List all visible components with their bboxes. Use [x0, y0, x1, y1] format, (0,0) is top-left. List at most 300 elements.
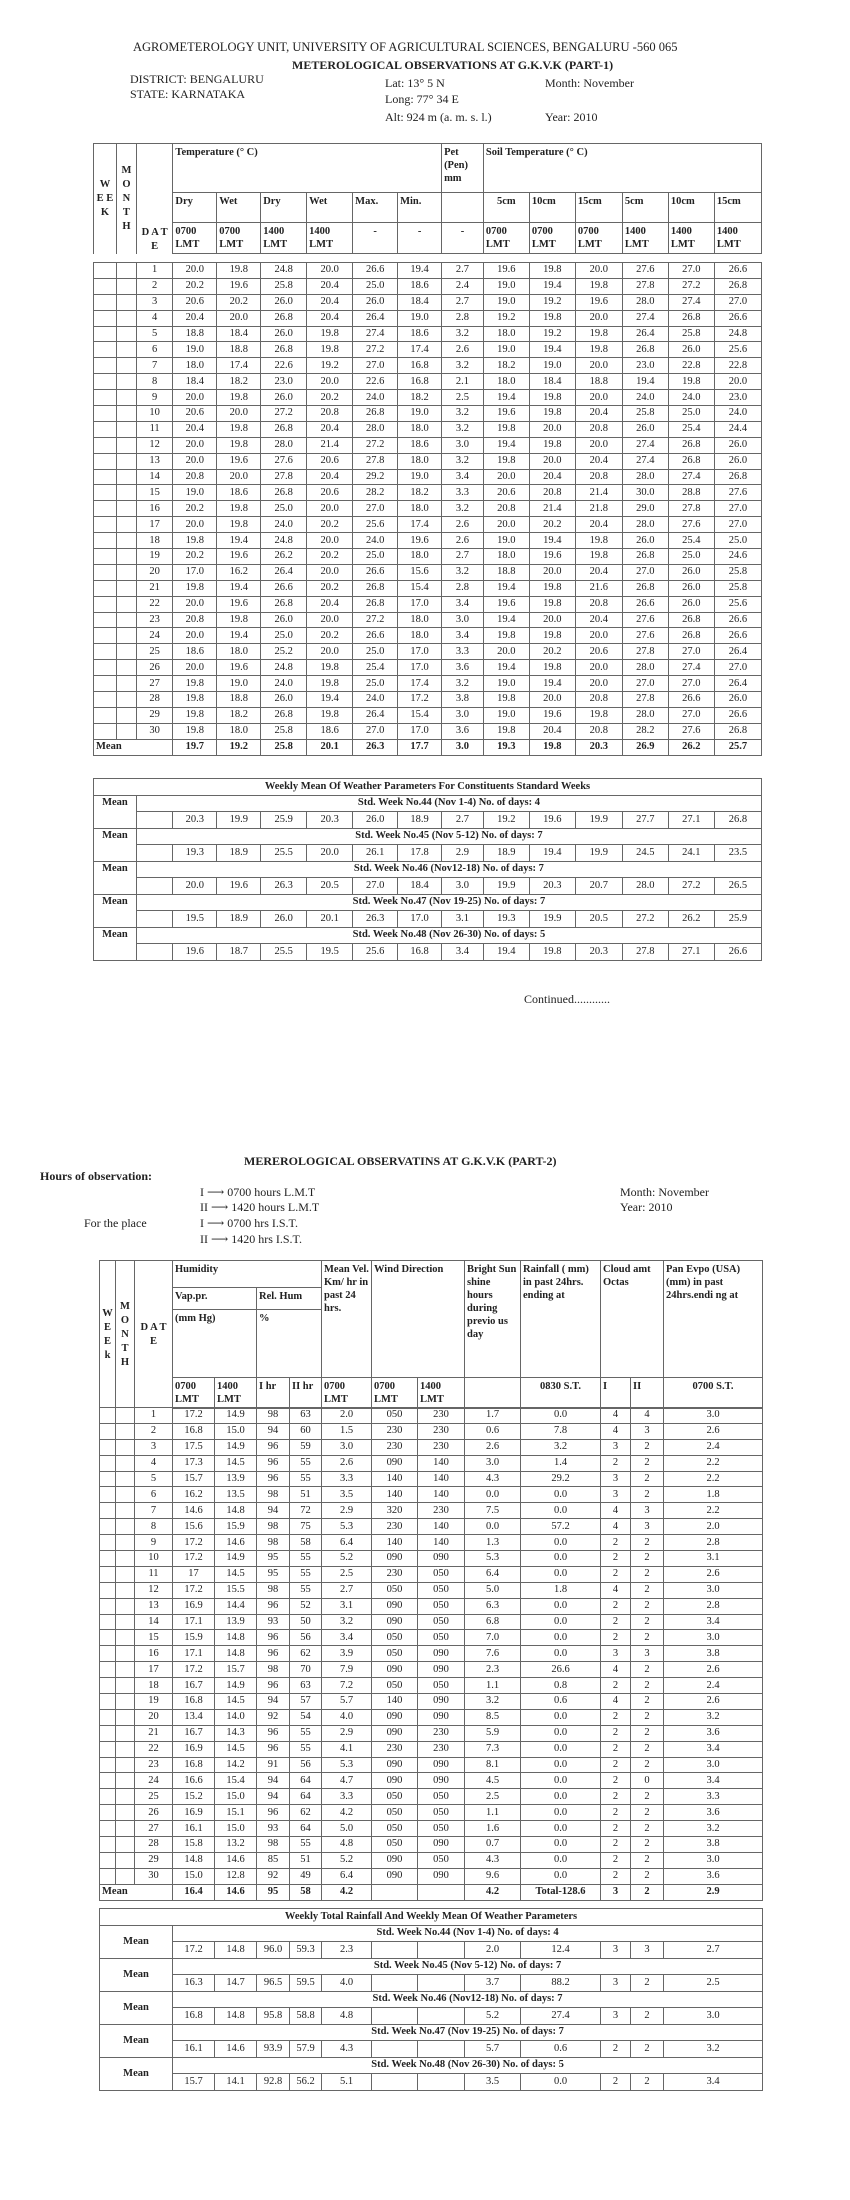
value-cell: 19.8: [307, 342, 353, 358]
part1-data-table: [93, 262, 762, 756]
value-cell: 19.0: [398, 469, 442, 485]
spacer-cell: [136, 878, 173, 895]
value-cell: 050: [418, 1805, 465, 1821]
value-cell: 16.2: [173, 1487, 215, 1503]
value-cell: 26.8: [261, 707, 307, 723]
value-cell: 3.4: [664, 1741, 763, 1757]
dry-0700-header: Dry: [173, 193, 217, 223]
value-cell: 26.6: [714, 263, 761, 279]
week-cell: [100, 1789, 116, 1805]
week-cell: [94, 596, 117, 612]
value-cell: 26.8: [261, 596, 307, 612]
value-cell: 20.0: [173, 660, 217, 676]
week-value: 27.0: [353, 878, 398, 895]
value-cell: 14.0: [215, 1709, 257, 1725]
value-cell: 2.4: [664, 1439, 763, 1455]
mean-value: 19.8: [529, 739, 575, 755]
value-cell: 94: [257, 1789, 290, 1805]
value-cell: 2.8: [442, 580, 484, 596]
value-cell: 2: [631, 1837, 664, 1853]
value-cell: 2.4: [664, 1678, 763, 1694]
value-cell: 27.2: [668, 278, 714, 294]
value-cell: 4: [601, 1582, 631, 1598]
value-cell: 0.0: [521, 1837, 601, 1853]
date-cell: 17: [136, 517, 173, 533]
table-row: [94, 263, 762, 279]
value-cell: 26.4: [353, 707, 398, 723]
part2-year-label: Year: 2010: [620, 1200, 673, 1214]
value-cell: 16.1: [173, 1821, 215, 1837]
table-row: [100, 1519, 763, 1535]
value-cell: 19.4: [529, 533, 575, 549]
value-cell: 18.8: [173, 326, 217, 342]
value-cell: 0.0: [521, 1503, 601, 1519]
value-cell: 25.4: [668, 533, 714, 549]
mean-value: 20.1: [307, 739, 353, 755]
value-cell: 19.8: [575, 342, 622, 358]
value-cell: 14.6: [215, 1852, 257, 1868]
value-cell: 0.6: [521, 1694, 601, 1710]
value-cell: 050: [372, 1789, 418, 1805]
value-cell: 20.2: [307, 549, 353, 565]
value-cell: 19.6: [483, 596, 529, 612]
value-cell: 19.0: [483, 533, 529, 549]
week-cell: [100, 1614, 116, 1630]
value-cell: 2: [631, 1487, 664, 1503]
value-cell: 3.0: [442, 612, 484, 628]
value-cell: 18.0: [217, 644, 261, 660]
value-cell: 14.6: [215, 1535, 257, 1551]
value-cell: 13.5: [215, 1487, 257, 1503]
value-cell: 55: [290, 1741, 322, 1757]
date-cell: 30: [135, 1868, 173, 1884]
value-cell: 19.4: [398, 263, 442, 279]
value-cell: 27.8: [622, 644, 668, 660]
value-cell: 0.0: [521, 1614, 601, 1630]
week-cell: [94, 390, 117, 406]
value-cell: 140: [418, 1455, 465, 1471]
value-cell: 050: [418, 1821, 465, 1837]
value-cell: 20.0: [173, 390, 217, 406]
table-row: [100, 1805, 763, 1821]
value-cell: 20.0: [307, 564, 353, 580]
value-cell: 1.8: [521, 1582, 601, 1598]
value-cell: 16.9: [173, 1805, 215, 1821]
value-cell: 58: [290, 1535, 322, 1551]
lmt-header: 0700 LMT: [173, 223, 217, 254]
value-cell: 5.2: [322, 1852, 372, 1868]
value-cell: 0: [631, 1773, 664, 1789]
value-cell: 4.0: [322, 1709, 372, 1725]
week-value: 27.4: [521, 2008, 601, 2025]
std-week-title: Std. Week No.45 (Nov 5-12) No. of days: 7: [173, 1958, 763, 1975]
std-week-title-row: [94, 894, 762, 911]
value-cell: 090: [418, 1837, 465, 1853]
week-value: 25.6: [353, 944, 398, 961]
date-cell: 3: [136, 294, 173, 310]
value-cell: 92: [257, 1868, 290, 1884]
value-cell: 15.6: [398, 564, 442, 580]
value-cell: 14.9: [215, 1678, 257, 1694]
std-week-values-row: [94, 845, 762, 862]
value-cell: 20.6: [173, 294, 217, 310]
value-cell: 55: [290, 1455, 322, 1471]
value-cell: 26.0: [714, 453, 761, 469]
value-cell: 2.8: [442, 310, 484, 326]
value-cell: 19.8: [529, 406, 575, 422]
value-cell: 19.2: [529, 294, 575, 310]
value-cell: 1.6: [465, 1821, 521, 1837]
week-value: [418, 2008, 465, 2025]
value-cell: 26.0: [261, 692, 307, 708]
value-cell: 050: [372, 1582, 418, 1598]
value-cell: 2.6: [442, 517, 484, 533]
value-cell: 4: [601, 1423, 631, 1439]
week-value: 14.8: [215, 1942, 257, 1959]
hours-line-4: II ⟶ 1420 hrs I.S.T.: [200, 1232, 302, 1246]
value-cell: 25.0: [668, 406, 714, 422]
table-row: [94, 596, 762, 612]
value-cell: 20.0: [575, 628, 622, 644]
value-cell: 19.8: [307, 707, 353, 723]
mean-value: 26.3: [353, 739, 398, 755]
dry-1400-header: Dry: [261, 193, 307, 223]
week-value: 19.8: [529, 944, 575, 961]
value-cell: 20.0: [307, 644, 353, 660]
week-value: 88.2: [521, 1975, 601, 1992]
value-cell: 14.5: [215, 1741, 257, 1757]
value-cell: 27.6: [622, 628, 668, 644]
value-cell: 050: [372, 1805, 418, 1821]
value-cell: 17.2: [173, 1551, 215, 1567]
month-cell: [116, 1503, 135, 1519]
value-cell: 4.7: [322, 1773, 372, 1789]
value-cell: 19.8: [173, 580, 217, 596]
value-cell: 27.0: [622, 564, 668, 580]
table-row: [94, 469, 762, 485]
week-value: 20.3: [307, 812, 353, 829]
date-cell: 21: [136, 580, 173, 596]
value-cell: 19.6: [529, 707, 575, 723]
value-cell: 2: [601, 1868, 631, 1884]
table-row: [100, 1773, 763, 1789]
value-cell: 25.6: [353, 517, 398, 533]
week-value: 14.6: [215, 2041, 257, 2058]
value-cell: 26.8: [353, 580, 398, 596]
value-cell: 26.8: [714, 278, 761, 294]
value-cell: 050: [372, 1408, 418, 1424]
table-row: [94, 692, 762, 708]
week-cell: [94, 628, 117, 644]
part2-title: MEREROLOGICAL OBSERVATINS AT G.K.V.K (PART-2): [244, 1154, 557, 1168]
value-cell: 19.8: [529, 628, 575, 644]
value-cell: 0.0: [521, 1535, 601, 1551]
table-row: [100, 1455, 763, 1471]
value-cell: 27.8: [261, 469, 307, 485]
value-cell: 26.8: [668, 437, 714, 453]
week-cell: [100, 1566, 116, 1582]
week-value: 2.5: [664, 1975, 763, 1992]
week-value: [372, 2041, 418, 2058]
value-cell: 050: [418, 1789, 465, 1805]
value-cell: 96: [257, 1741, 290, 1757]
value-cell: 26.6: [353, 263, 398, 279]
week-value: 19.2: [483, 812, 529, 829]
value-cell: 18.6: [398, 437, 442, 453]
value-cell: 19.0: [173, 342, 217, 358]
value-cell: 19.4: [307, 692, 353, 708]
table-row: [94, 453, 762, 469]
table-row: [94, 278, 762, 294]
table-row: [94, 390, 762, 406]
spacer-cell: [136, 845, 173, 862]
value-cell: 19.0: [483, 676, 529, 692]
value-cell: 23.0: [622, 358, 668, 374]
value-cell: 2: [631, 1821, 664, 1837]
week-value: [418, 1975, 465, 1992]
value-cell: 25.0: [714, 533, 761, 549]
date-cell: 13: [135, 1598, 173, 1614]
month-cell: [116, 1709, 135, 1725]
value-cell: 20.2: [529, 517, 575, 533]
value-cell: 17.5: [173, 1439, 215, 1455]
value-cell: 090: [372, 1773, 418, 1789]
value-cell: 98: [257, 1582, 290, 1598]
value-cell: 56: [290, 1630, 322, 1646]
value-cell: 3.6: [442, 723, 484, 739]
table-row: [100, 1582, 763, 1598]
mean-label: Mean: [100, 2024, 173, 2057]
hours-line-1: I ⟶ 0700 hours L.M.T: [200, 1185, 316, 1199]
value-cell: 17.1: [173, 1614, 215, 1630]
week-value: 26.6: [714, 944, 761, 961]
value-cell: 0.0: [521, 1789, 601, 1805]
value-cell: 14.5: [215, 1694, 257, 1710]
week-cell: [94, 485, 117, 501]
value-cell: 27.6: [261, 453, 307, 469]
mean-label: Mean: [100, 1884, 173, 1900]
value-cell: 20.0: [217, 310, 261, 326]
mean-value: 26.9: [622, 739, 668, 755]
week-value: 2.7: [664, 1942, 763, 1959]
value-cell: 18.2: [398, 485, 442, 501]
value-cell: 0.0: [521, 1646, 601, 1662]
table-row: [100, 1741, 763, 1757]
week-value: 2.0: [465, 1942, 521, 1959]
value-cell: 2.6: [322, 1455, 372, 1471]
value-cell: 26.0: [622, 533, 668, 549]
mean-value: 2: [631, 1884, 664, 1900]
value-cell: 18.0: [398, 453, 442, 469]
value-cell: 19.8: [173, 676, 217, 692]
value-cell: 2.7: [442, 294, 484, 310]
value-cell: 20.8: [483, 501, 529, 517]
value-cell: 2: [631, 1566, 664, 1582]
value-cell: 0.0: [521, 1487, 601, 1503]
value-cell: 26.8: [261, 342, 307, 358]
table-row: [100, 1789, 763, 1805]
value-cell: 18.6: [217, 485, 261, 501]
value-cell: 3.2: [442, 358, 484, 374]
week-value: 16.8: [173, 2008, 215, 2025]
value-cell: 19.8: [575, 326, 622, 342]
week-value: 19.5: [307, 944, 353, 961]
week-cell: [94, 310, 117, 326]
week-cell: [94, 437, 117, 453]
week-value: 20.7: [575, 878, 622, 895]
value-cell: 25.8: [261, 278, 307, 294]
value-cell: 95: [257, 1551, 290, 1567]
week-cell: [100, 1630, 116, 1646]
value-cell: 27.0: [353, 723, 398, 739]
week-value: [418, 2041, 465, 2058]
value-cell: 26.8: [668, 453, 714, 469]
std-week-title-row: [94, 927, 762, 944]
value-cell: 6.4: [322, 1868, 372, 1884]
value-cell: 24.0: [714, 406, 761, 422]
week-cell: [100, 1646, 116, 1662]
value-cell: 3.0: [465, 1455, 521, 1471]
value-cell: 18.2: [217, 707, 261, 723]
value-cell: 27.4: [668, 469, 714, 485]
for-the-place-label: For the place: [84, 1216, 147, 1230]
month-header: M O N T H: [116, 1261, 135, 1409]
soil-15cm-0700-header: 15cm: [575, 193, 622, 223]
soil-15cm-1400-header: 15cm: [714, 193, 761, 223]
weekly-title-row: [100, 1909, 763, 1926]
value-cell: 140: [418, 1535, 465, 1551]
std-week-values-row: [94, 911, 762, 928]
week-value: 5.7: [465, 2041, 521, 2058]
mean-value: 17.7: [398, 739, 442, 755]
value-cell: 18.4: [217, 326, 261, 342]
humidity-header: Humidity: [173, 1261, 322, 1288]
month-cell: [116, 1614, 135, 1630]
value-cell: 18.0: [398, 628, 442, 644]
table-row: [94, 517, 762, 533]
value-cell: 3.6: [664, 1725, 763, 1741]
date-cell: 9: [136, 390, 173, 406]
value-cell: 20.8: [575, 469, 622, 485]
value-cell: 96: [257, 1471, 290, 1487]
month-cell: [116, 294, 136, 310]
value-cell: 18.6: [398, 326, 442, 342]
week-cell: [94, 469, 117, 485]
table-row: [94, 358, 762, 374]
value-cell: 26.8: [714, 723, 761, 739]
value-cell: 26.8: [668, 310, 714, 326]
value-cell: 19.6: [217, 549, 261, 565]
week-cell: [94, 580, 117, 596]
hours-line-2: II ⟶ 1420 hours L.M.T: [200, 1200, 320, 1214]
week-value: 26.0: [261, 911, 307, 928]
value-cell: 19.6: [217, 278, 261, 294]
value-cell: 0.0: [521, 1725, 601, 1741]
value-cell: 25.0: [353, 676, 398, 692]
value-cell: 20.4: [307, 469, 353, 485]
value-cell: 15.1: [215, 1805, 257, 1821]
value-cell: 13.2: [215, 1837, 257, 1853]
table-row: [94, 501, 762, 517]
value-cell: 3.2: [442, 421, 484, 437]
value-cell: 14.8: [215, 1630, 257, 1646]
date-cell: 4: [135, 1455, 173, 1471]
date-cell: 27: [135, 1821, 173, 1837]
value-cell: 18.8: [217, 692, 261, 708]
value-cell: 230: [418, 1439, 465, 1455]
week-value: 17.2: [173, 1942, 215, 1959]
week-value: [418, 1942, 465, 1959]
value-cell: 22.6: [261, 358, 307, 374]
value-cell: 4.3: [465, 1471, 521, 1487]
table-row: [100, 1487, 763, 1503]
date-cell: 19: [135, 1694, 173, 1710]
week-cell: [94, 453, 117, 469]
table-row: [94, 310, 762, 326]
value-cell: 0.0: [521, 1773, 601, 1789]
week-value: 27.1: [668, 944, 714, 961]
value-cell: 3.8: [664, 1837, 763, 1853]
value-cell: 94: [257, 1503, 290, 1519]
month-cell: [116, 660, 136, 676]
table-row: [100, 1439, 763, 1455]
value-cell: 98: [257, 1535, 290, 1551]
value-cell: 19.6: [575, 294, 622, 310]
date-cell: 17: [135, 1662, 173, 1678]
spacer-cell: [136, 812, 173, 829]
value-cell: 20.2: [173, 549, 217, 565]
value-cell: 19.6: [217, 453, 261, 469]
value-cell: 2: [631, 1614, 664, 1630]
value-cell: 18.0: [398, 612, 442, 628]
hours-of-observation-label: Hours of observation:: [40, 1169, 152, 1183]
value-cell: 15.2: [173, 1789, 215, 1805]
value-cell: 28.0: [622, 660, 668, 676]
month-cell: [116, 1757, 135, 1773]
value-cell: 26.6: [714, 628, 761, 644]
week-cell: [100, 1487, 116, 1503]
mean-value: 3: [601, 1884, 631, 1900]
table-row: [100, 1630, 763, 1646]
value-cell: 26.8: [622, 342, 668, 358]
value-cell: 24.4: [714, 421, 761, 437]
date-cell: 16: [135, 1646, 173, 1662]
table-row: [100, 1837, 763, 1853]
value-cell: 3.0: [664, 1630, 763, 1646]
week-cell: [100, 1837, 116, 1853]
value-cell: 25.0: [353, 644, 398, 660]
st-0700-header: 0700 S.T.: [664, 1378, 763, 1409]
value-cell: 60: [290, 1423, 322, 1439]
week-header: W E E k: [100, 1261, 116, 1409]
date-cell: 7: [135, 1503, 173, 1519]
value-cell: 16.9: [173, 1598, 215, 1614]
month-cell: [116, 1630, 135, 1646]
month-cell: [116, 1821, 135, 1837]
value-cell: 20.8: [575, 596, 622, 612]
value-cell: 0.6: [465, 1423, 521, 1439]
week-cell: [100, 1773, 116, 1789]
month-cell: [116, 358, 136, 374]
table-row: [100, 1566, 763, 1582]
value-cell: 27.4: [353, 326, 398, 342]
date-cell: 4: [136, 310, 173, 326]
value-cell: 57: [290, 1694, 322, 1710]
date-cell: 14: [136, 469, 173, 485]
value-cell: 17.3: [173, 1455, 215, 1471]
date-cell: 16: [136, 501, 173, 517]
value-cell: 5.2: [322, 1551, 372, 1567]
